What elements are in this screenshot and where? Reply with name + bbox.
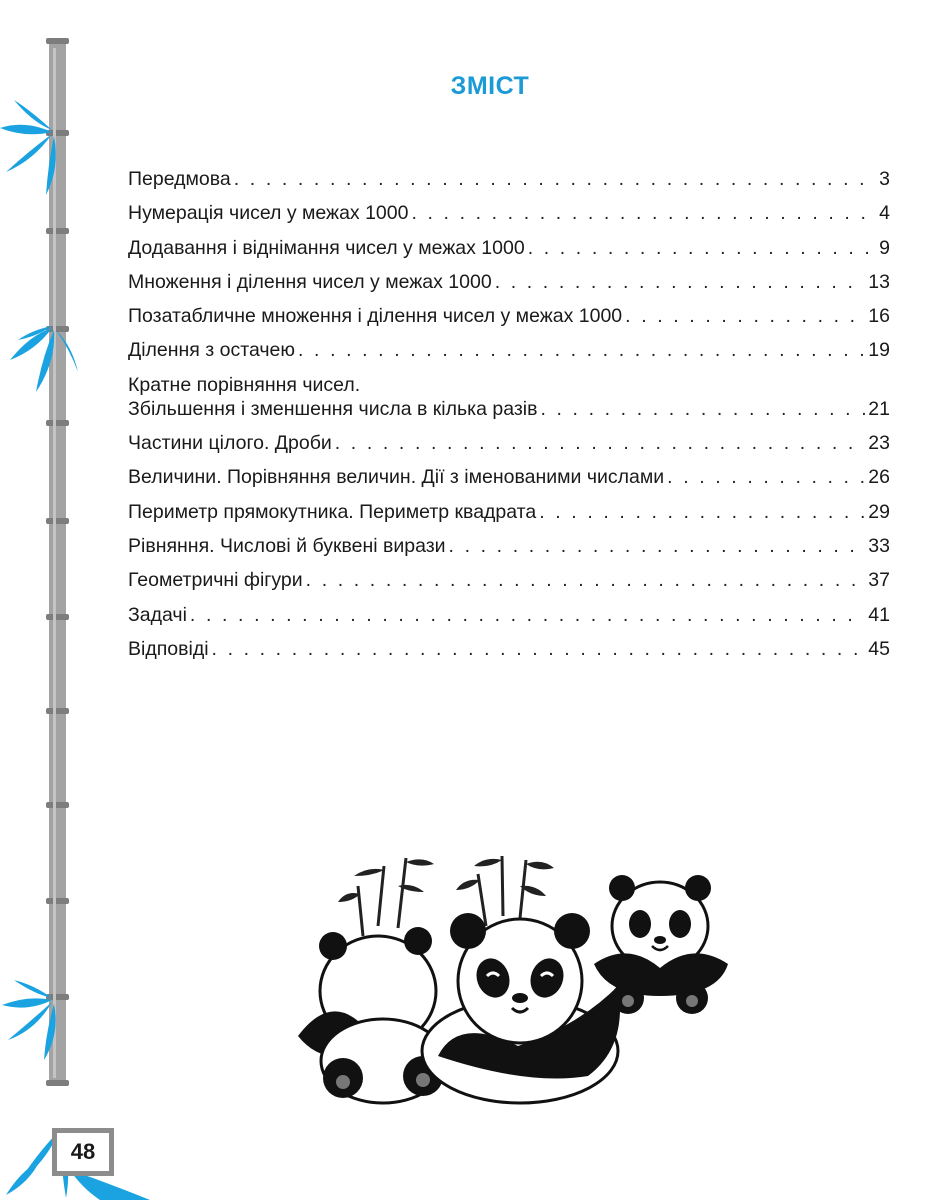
page-title: ЗМІСТ: [450, 72, 530, 100]
toc-entry[interactable]: [128, 569, 890, 603]
toc-entry-page: 29: [868, 500, 890, 523]
toc-entry[interactable]: [128, 432, 890, 466]
toc-leader-dots: [495, 271, 866, 294]
toc-entry-title: Рівняння. Числові й буквені вирази: [128, 534, 446, 557]
table-of-contents: [128, 168, 890, 672]
toc-entry[interactable]: [128, 501, 890, 535]
toc-entry-page: 26: [868, 466, 890, 489]
toc-leader-dots: [539, 501, 865, 524]
toc-entry-page: 9: [879, 236, 890, 259]
panda-icon: [594, 875, 728, 1014]
bamboo-stalk-icon: [46, 38, 69, 1086]
toc-entry-title: Позатабличне множення і ділення чисел у межах 1000: [128, 305, 623, 328]
toc-entry-page: 41: [868, 603, 890, 626]
toc-leader-dots: [190, 604, 865, 627]
toc-leader-dots: [298, 339, 865, 362]
toc-entry-title: Збільшення і зменшення числа в кілька разів: [128, 397, 538, 420]
toc-entry-title: Передмова: [128, 168, 231, 190]
toc-entry-title: Ділення з остачею: [128, 339, 295, 362]
toc-entry-title: Величини. Порівняння величин. Дії з іменованими числами: [128, 466, 665, 489]
toc-entry[interactable]: [128, 466, 890, 500]
toc-entry-page: 13: [868, 270, 890, 293]
toc-leader-dots: [540, 398, 865, 421]
toc-leader-dots: [528, 237, 876, 260]
toc-entry-title: Задачі: [128, 603, 187, 626]
toc-leader-dots: [449, 535, 866, 558]
toc-entry-page: 23: [868, 432, 890, 455]
panda-icon: [422, 913, 620, 1103]
toc-entry[interactable]: [128, 168, 890, 202]
toc-entry[interactable]: [128, 638, 890, 672]
toc-entry[interactable]: [128, 202, 890, 236]
toc-entry-title-line1: Кратне порівняння чисел.: [128, 373, 361, 396]
toc-leader-dots: [411, 202, 876, 225]
page-number: [52, 1128, 114, 1176]
toc-entry-first-line[interactable]: [128, 374, 890, 398]
toc-entry-title: Додавання і віднімання чисел у межах 1000: [128, 236, 525, 259]
toc-leader-dots: [335, 432, 866, 455]
toc-entry-title: Відповіді: [128, 637, 209, 660]
toc-entry[interactable]: [128, 271, 890, 305]
page-number-text: 48: [70, 1139, 96, 1164]
toc-entry-page: 16: [868, 305, 890, 328]
toc-entry-title: Множення і ділення чисел у межах 1000: [128, 270, 492, 293]
toc-entry[interactable]: [128, 535, 890, 569]
toc-entry[interactable]: [128, 305, 890, 339]
toc-entry[interactable]: [128, 339, 890, 373]
toc-entry-page: 3: [879, 168, 890, 190]
toc-entry-page: 21: [868, 397, 890, 420]
toc-entry-title: Нумерація чисел у межах 1000: [128, 202, 409, 225]
toc-entry-page: 33: [868, 534, 890, 557]
toc-entry-page: 4: [879, 202, 890, 225]
toc-entry[interactable]: [128, 398, 890, 432]
toc-leader-dots: [212, 638, 866, 661]
toc-entry[interactable]: [128, 237, 890, 271]
toc-leader-dots: [667, 466, 865, 489]
panda-illustration: [288, 846, 738, 1106]
toc-entry-page: 45: [868, 637, 890, 660]
toc-leader-dots: [234, 168, 876, 191]
toc-entry-title: Периметр прямокутника. Периметр квадрата: [128, 500, 537, 523]
toc-entry-title: Геометричні фігури: [128, 569, 303, 592]
toc-entry-title: Частини цілого. Дроби: [128, 432, 332, 455]
toc-leader-dots: [306, 569, 866, 592]
toc-entry-page: 19: [868, 339, 890, 362]
toc-leader-dots: [625, 305, 865, 328]
toc-entry[interactable]: [128, 604, 890, 638]
toc-entry-page: 37: [868, 569, 890, 592]
panda-icon: [298, 927, 445, 1103]
